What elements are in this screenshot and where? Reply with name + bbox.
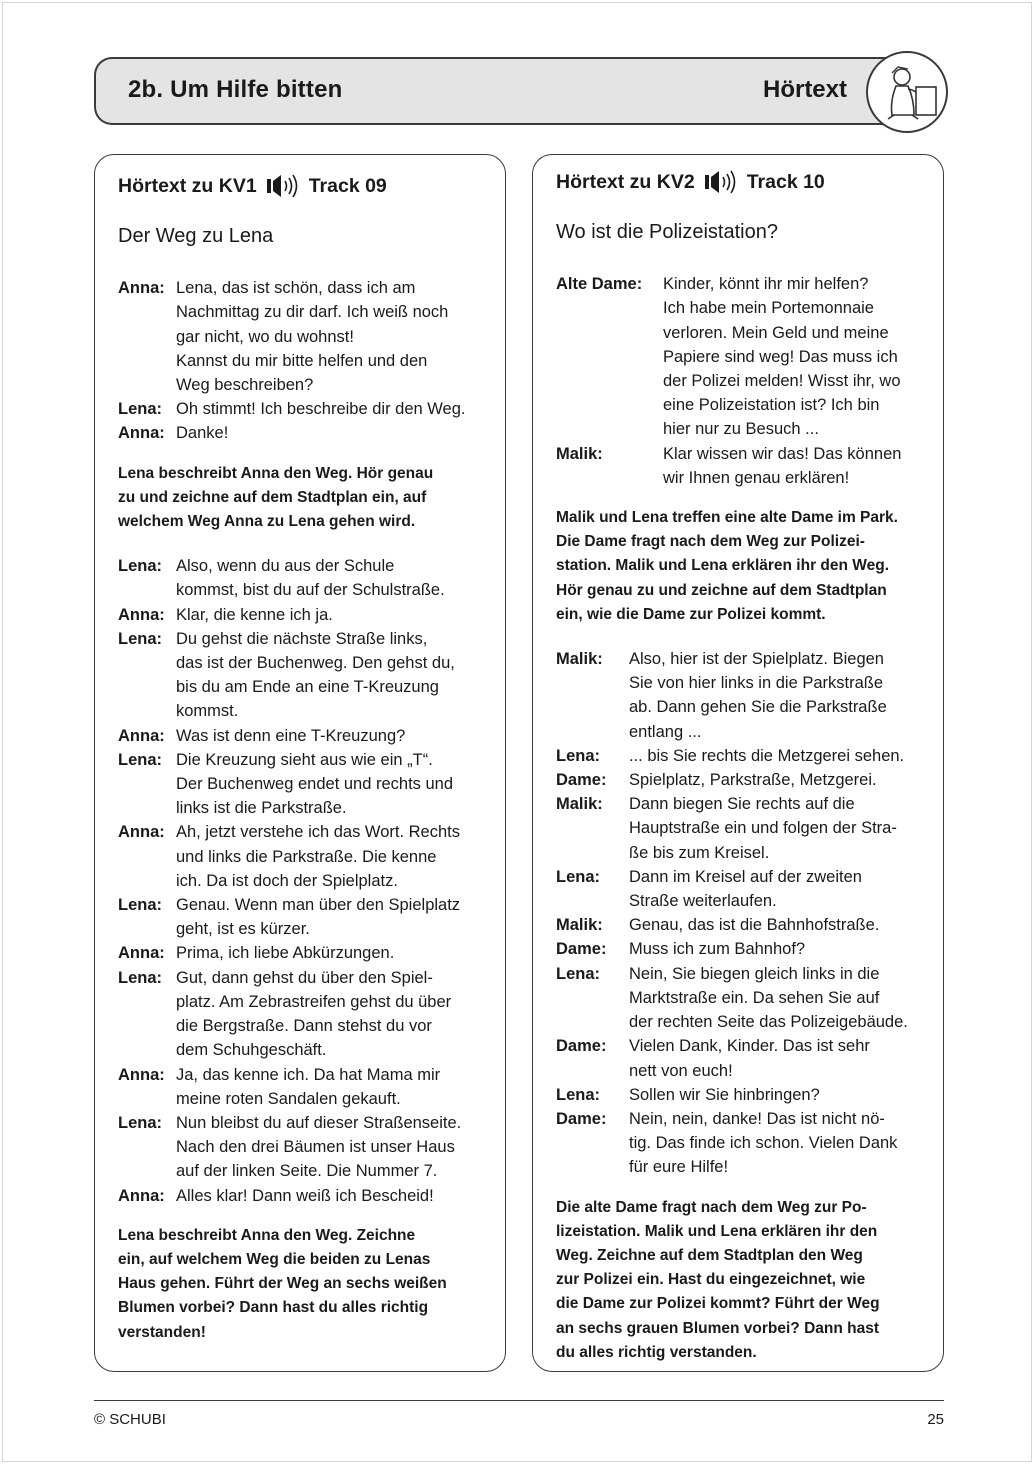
speaker-label — [118, 300, 176, 324]
dialog-line — [118, 276, 488, 300]
dialog-line — [118, 300, 488, 324]
speaker-label — [118, 1014, 176, 1038]
dialog-line — [556, 671, 926, 695]
dialog-text: für eure Hilfe! — [629, 1158, 729, 1177]
speaker-label: Alte Dame: — [556, 275, 643, 294]
dialog-line — [118, 772, 488, 796]
dialog-text: Klar wissen wir das! Das können — [663, 444, 902, 463]
speaker-label — [118, 1087, 176, 1111]
speaker-label — [556, 720, 629, 744]
dialog-line — [118, 724, 488, 748]
dialog-line — [556, 1010, 926, 1034]
speaker-label: Anna: — [118, 823, 165, 842]
speaker-label — [556, 466, 663, 490]
speaker-label — [556, 1010, 629, 1034]
speaker-label — [118, 917, 176, 941]
dialog-text: Alles klar! Dann weiß ich Bescheid! — [176, 1186, 434, 1205]
dialog-text: der rechten Seite das Polizeigebäude. — [629, 1013, 908, 1032]
speaker-label: Dame: — [556, 1037, 607, 1056]
left-panel-title — [118, 170, 488, 202]
speaker-label — [118, 1038, 176, 1062]
speaker-label: Lena: — [118, 750, 163, 769]
speaker-label: Lena: — [118, 400, 163, 419]
dialog-line — [118, 917, 488, 941]
dialog-line — [556, 272, 926, 296]
dialog-text: verloren. Mein Geld und meine — [663, 323, 889, 342]
dialog-text: links ist die Parkstraße. — [176, 799, 347, 818]
speaker-label — [118, 845, 176, 869]
dialog-line — [118, 651, 488, 675]
dialog-line — [118, 748, 488, 772]
dialog-line — [556, 1059, 926, 1083]
speaker-label: Dame: — [556, 940, 607, 959]
dialog-text: Dann biegen Sie rechts auf die — [629, 795, 855, 814]
footer-divider — [94, 1400, 944, 1401]
dialog-line — [118, 796, 488, 820]
dialog-line — [118, 1184, 488, 1208]
dialog-text: Sollen wir Sie hinbringen? — [629, 1085, 820, 1104]
right-instruction-2 — [556, 1196, 926, 1365]
dialog-text: Also, hier ist der Spielplatz. Biegen — [629, 650, 884, 669]
dialog-text: wir Ihnen genau erklären! — [663, 468, 850, 487]
speaker-label — [118, 1159, 176, 1183]
speaker-label: Anna: — [118, 605, 165, 624]
dialog-line — [556, 442, 926, 466]
speaker-label: Lena: — [556, 867, 601, 886]
speaker-label — [118, 373, 176, 397]
speaker-label — [118, 990, 176, 1014]
speaker-label — [118, 699, 176, 723]
speaker-label — [556, 345, 663, 369]
right-dialog-1 — [556, 272, 926, 490]
dialog-text: Hauptstraße ein und folgen der Stra- — [629, 819, 897, 838]
dialog-text: das ist der Buchenweg. Den gehst du, — [176, 654, 455, 673]
right-panel-title — [556, 166, 926, 198]
dialog-text: Du gehst die nächste Straße links, — [176, 629, 428, 648]
dialog-line — [556, 1155, 926, 1179]
instruction-line: Hör genau zu und zeichne auf dem Stadtplan — [556, 581, 887, 599]
dialog-text: meine roten Sandalen gekauft. — [176, 1089, 401, 1108]
dialog-text: Genau, das ist die Bahnhofstraße. — [629, 916, 880, 935]
dialog-line — [556, 393, 926, 417]
speaker-label — [118, 651, 176, 675]
dialog-text: Ah, jetzt verstehe ich das Wort. Rechts — [176, 823, 460, 842]
right-dialog-2 — [556, 647, 926, 1179]
speaker-label: Lena: — [118, 629, 163, 648]
instruction-line: Lena beschreibt Anna den Weg. Zeichne — [118, 1226, 416, 1244]
right-column — [556, 166, 926, 1385]
dialog-line — [118, 627, 488, 651]
dialog-line — [556, 792, 926, 816]
speaker-label: Lena: — [556, 746, 601, 765]
dialog-line — [118, 1087, 488, 1111]
instruction-line: ein, auf welchem Weg die beiden zu Lenas — [118, 1250, 431, 1268]
dialog-text: Oh stimmt! Ich beschreibe dir den Weg. — [176, 400, 466, 419]
speaker-label — [556, 841, 629, 865]
speaker-label: Anna: — [118, 726, 165, 745]
dialog-line — [118, 578, 488, 602]
speaker-audio-icon — [703, 170, 741, 194]
dialog-text: Genau. Wenn man über den Spielplatz — [176, 896, 461, 915]
dialog-line — [556, 417, 926, 441]
dialog-line — [556, 865, 926, 889]
dialog-line — [556, 720, 926, 744]
dialog-line — [556, 1034, 926, 1058]
dialog-line — [118, 373, 488, 397]
dialog-text: Nachmittag zu dir darf. Ich weiß noch — [176, 303, 449, 322]
dialog-text: Nein, Sie biegen gleich links in die — [629, 964, 880, 983]
speaker-label — [556, 1131, 629, 1155]
speaker-label — [118, 675, 176, 699]
right-subtitle: Wo ist die Polizeistation? — [556, 221, 778, 243]
dialog-text: Klar, die kenne ich ja. — [176, 605, 333, 624]
dialog-text: auf der linken Seite. Die Nummer 7. — [176, 1162, 438, 1181]
instruction-line: Die alte Dame fragt nach dem Weg zur Po- — [556, 1198, 867, 1216]
dialog-text: Danke! — [176, 424, 229, 443]
speaker-label — [118, 349, 176, 373]
right-instruction-1 — [556, 506, 926, 627]
speaker-label — [556, 671, 629, 695]
instruction-line: Die Dame fragt nach dem Weg zur Polizei- — [556, 533, 865, 551]
speaker-label: Lena: — [118, 1113, 163, 1132]
page-type-label: Hörtext — [762, 76, 847, 103]
dialog-line — [556, 744, 926, 768]
dialog-text: ße bis zum Kreisel. — [629, 843, 770, 862]
speaker-label: Anna: — [118, 1065, 165, 1084]
dialog-line — [118, 845, 488, 869]
speaker-label — [556, 889, 629, 913]
dialog-line — [556, 695, 926, 719]
speaker-label — [556, 695, 629, 719]
instruction-line: Weg. Zeichne auf dem Stadtplan den Weg — [556, 1246, 863, 1264]
dialog-text: Nach den drei Bäumen ist unser Haus — [176, 1138, 455, 1157]
dialog-text: Muss ich zum Bahnhof? — [629, 940, 806, 959]
dialog-text: Papiere sind weg! Das muss ich — [663, 347, 898, 366]
dialog-line — [118, 554, 488, 578]
speaker-label — [556, 986, 629, 1010]
speaker-label: Dame: — [556, 1109, 607, 1128]
dialog-text: kommst. — [176, 702, 239, 721]
speaker-label: Anna: — [118, 279, 165, 298]
dialog-line — [556, 937, 926, 961]
dialog-text: Also, wenn du aus der Schule — [176, 557, 395, 576]
dialog-line — [118, 1159, 488, 1183]
dialog-line — [556, 647, 926, 671]
dialog-text: Die Kreuzung sieht aus wie ein „T“. — [176, 750, 433, 769]
dialog-line — [556, 962, 926, 986]
speaker-label: Malik: — [556, 795, 603, 814]
instruction-line: verstanden! — [118, 1323, 206, 1341]
dialog-line — [118, 603, 488, 627]
left-title-text: Hörtext zu KV1 — [118, 174, 257, 197]
right-track-label: Track 10 — [746, 170, 825, 193]
dialog-line — [118, 325, 488, 349]
dialog-text: eine Polizeistation ist? Ich bin — [663, 396, 880, 415]
dialog-line — [556, 345, 926, 369]
speaker-label — [556, 816, 629, 840]
dialog-text: Sie von hier links in die Parkstraße — [629, 674, 884, 693]
dialog-text: Prima, ich liebe Abkürzungen. — [176, 944, 395, 963]
instruction-line: station. Malik und Lena erklären ihr den Weg. — [556, 557, 890, 575]
speaker-label: Anna: — [118, 1186, 165, 1205]
instruction-line: Lena beschreibt Anna den Weg. Hör genau — [118, 464, 434, 482]
dialog-text: Spielplatz, Parkstraße, Metzgerei. — [629, 771, 877, 790]
dialog-text: ab. Dann gehen Sie die Parkstraße — [629, 698, 887, 717]
dialog-text: entlang ... — [629, 722, 702, 741]
dialog-text: platz. Am Zebrastreifen gehst du über — [176, 992, 452, 1011]
dialog-text: Ich habe mein Portemonnaie — [663, 299, 874, 318]
dialog-text: und links die Parkstraße. Die kenne — [176, 847, 437, 866]
speaker-label: Malik: — [556, 444, 603, 463]
instruction-line: du alles richtig verstanden. — [556, 1343, 757, 1361]
dialog-line — [556, 1083, 926, 1107]
dialog-text: Was ist denn eine T-Kreuzung? — [176, 726, 406, 745]
speaker-label — [556, 1059, 629, 1083]
speaker-label: Lena: — [118, 557, 163, 576]
dialog-text: ich. Da ist doch der Spielplatz. — [176, 871, 398, 890]
dialog-text: Ja, das kenne ich. Da hat Mama mir — [176, 1065, 441, 1084]
instruction-line: Haus gehen. Führt der Weg an sechs weißen — [118, 1275, 447, 1293]
right-title-text: Hörtext zu KV2 — [556, 170, 695, 193]
speaker-label — [556, 1155, 629, 1179]
instruction-line: die Dame zur Polizei kommt? Führt der Weg — [556, 1295, 880, 1313]
instruction-line: an sechs grauen Blumen vorbei? Dann hast — [556, 1319, 879, 1337]
instruction-line: Blumen vorbei? Dann hast du alles richtig — [118, 1299, 429, 1317]
dialog-line — [556, 369, 926, 393]
dialog-line — [118, 1014, 488, 1038]
dialog-text: der Polizei melden! Wisst ihr, wo — [663, 372, 901, 391]
dialog-text: Straße weiterlaufen. — [629, 892, 777, 911]
speaker-label: Anna: — [118, 424, 165, 443]
dialog-text: ... bis Sie rechts die Metzgerei sehen. — [629, 746, 905, 765]
left-dialog-2 — [118, 554, 488, 1207]
instruction-line: welchem Weg Anna zu Lena gehen wird. — [118, 513, 416, 531]
dialog-text: bis du am Ende an eine T-Kreuzung — [176, 678, 439, 697]
speaker-label — [556, 321, 663, 345]
speaker-label: Lena: — [118, 896, 163, 915]
dialog-line — [118, 869, 488, 893]
dialog-line — [118, 1135, 488, 1159]
left-column — [118, 170, 488, 1365]
instruction-line: zur Polizei ein. Hast du eingezeichnet, wie — [556, 1271, 866, 1289]
speaker-label — [118, 772, 176, 796]
dialog-text: geht, ist es kürzer. — [176, 920, 310, 939]
dialog-line — [556, 986, 926, 1010]
dialog-text: Gut, dann gehst du über den Spiel- — [176, 968, 433, 987]
speaker-label — [118, 578, 176, 602]
dialog-text: Lena, das ist schön, dass ich am — [176, 279, 416, 298]
dialog-line — [556, 321, 926, 345]
left-instruction-2 — [118, 1224, 488, 1345]
speaker-label: Dame: — [556, 771, 607, 790]
instruction-line: Malik und Lena treffen eine alte Dame im Park. — [556, 509, 898, 527]
speaker-label: Malik: — [556, 650, 603, 669]
speaker-label: Anna: — [118, 944, 165, 963]
dialog-text: Kannst du mir bitte helfen und den — [176, 351, 428, 370]
dialog-line — [556, 913, 926, 937]
page-number: 25 — [927, 1411, 944, 1428]
speaker-label — [118, 869, 176, 893]
dialog-line — [118, 397, 488, 421]
left-track-label: Track 09 — [308, 174, 387, 197]
child-listening-icon — [866, 51, 948, 133]
dialog-text: dem Schuhgeschäft. — [176, 1041, 327, 1060]
dialog-line — [556, 816, 926, 840]
dialog-line — [556, 1107, 926, 1131]
dialog-line — [118, 820, 488, 844]
dialog-line — [118, 966, 488, 990]
dialog-line — [118, 990, 488, 1014]
dialog-text: tig. Das finde ich schon. Vielen Dank — [629, 1134, 898, 1153]
instruction-line: lizeistation. Malik und Lena erklären ihr den — [556, 1222, 878, 1240]
dialog-line — [118, 1111, 488, 1135]
dialog-text: hier nur zu Besuch ... — [663, 420, 819, 439]
dialog-text: Weg beschreiben? — [176, 376, 314, 395]
speaker-label — [556, 369, 663, 393]
speaker-label — [556, 393, 663, 417]
dialog-text: nett von euch! — [629, 1061, 733, 1080]
dialog-text: Nein, nein, danke! Das ist nicht nö- — [629, 1109, 885, 1128]
dialog-line — [118, 349, 488, 373]
dialog-line — [118, 941, 488, 965]
speaker-label — [118, 1135, 176, 1159]
dialog-line — [118, 675, 488, 699]
dialog-text: Der Buchenweg endet und rechts und — [176, 775, 454, 794]
dialog-text: kommst, bist du auf der Schulstraße. — [176, 581, 445, 600]
footer-copyright: © SCHUBI — [94, 1411, 166, 1428]
left-subtitle: Der Weg zu Lena — [118, 225, 274, 247]
speaker-label — [118, 796, 176, 820]
dialog-text: Dann im Kreisel auf der zweiten — [629, 867, 862, 886]
left-dialog-1 — [118, 276, 488, 445]
dialog-line — [556, 889, 926, 913]
dialog-text: Nun bleibst du auf dieser Straßenseite. — [176, 1113, 462, 1132]
speaker-label — [556, 296, 663, 320]
left-instruction-1 — [118, 462, 488, 535]
speaker-label: Lena: — [556, 1085, 601, 1104]
dialog-text: Kinder, könnt ihr mir helfen? — [663, 275, 869, 294]
speaker-label: Lena: — [556, 964, 601, 983]
dialog-text: gar nicht, wo du wohnst! — [176, 327, 354, 346]
dialog-line — [556, 466, 926, 490]
dialog-line — [556, 1131, 926, 1155]
dialog-line — [556, 841, 926, 865]
dialog-line — [556, 768, 926, 792]
dialog-line — [118, 699, 488, 723]
dialog-line — [118, 893, 488, 917]
dialog-line — [556, 296, 926, 320]
speaker-label — [556, 417, 663, 441]
instruction-line: ein, wie die Dame zur Polizei kommt. — [556, 605, 826, 623]
dialog-line — [118, 1038, 488, 1062]
dialog-text: Vielen Dank, Kinder. Das ist sehr — [629, 1037, 870, 1056]
speaker-label — [118, 325, 176, 349]
speaker-label: Malik: — [556, 916, 603, 935]
dialog-line — [118, 421, 488, 445]
dialog-text: Marktstraße ein. Da sehen Sie auf — [629, 988, 880, 1007]
instruction-line: zu und zeichne auf dem Stadtplan ein, auf — [118, 488, 427, 506]
speaker-audio-icon — [265, 174, 303, 198]
page-title: 2b. Um Hilfe bitten — [128, 76, 343, 103]
dialog-text: die Bergstraße. Dann stehst du vor — [176, 1017, 432, 1036]
speaker-label: Lena: — [118, 968, 163, 987]
dialog-line — [118, 1063, 488, 1087]
